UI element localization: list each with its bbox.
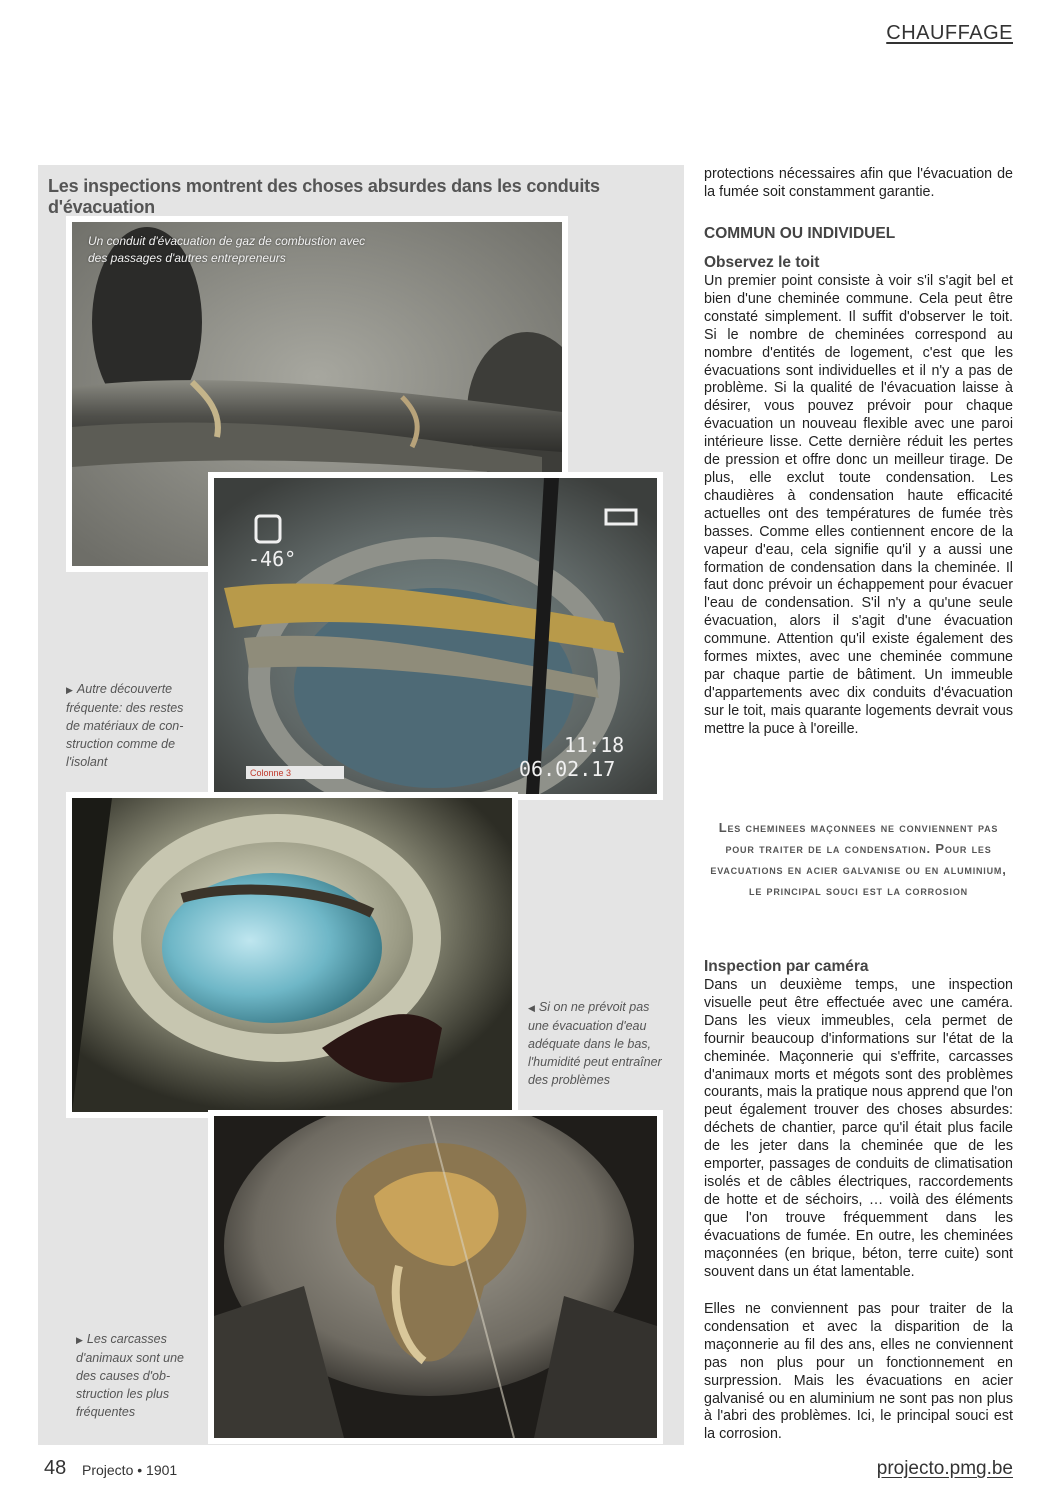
caption-animal-carcass: ▶ Les carcasses d'animaux sont une des causes d'ob- struction les plus fréquentes [76, 1332, 185, 1419]
water-bottom-image [72, 798, 512, 1112]
subheading-camera: Inspection par caméra [704, 958, 869, 975]
panel-title: Les inspections montrent des choses absurdes dans les conduits d'évacuation [48, 176, 600, 217]
animal-carcass-image [214, 1116, 657, 1438]
caption-arrow-icon: ▶ [66, 685, 73, 695]
subheading-roof: Observez le toit [704, 254, 820, 271]
caption-arrow-icon: ◀ [528, 1003, 535, 1013]
magazine-issue: Projecto • 1901 [82, 1462, 178, 1478]
overlay-time: 11:18 [564, 733, 625, 757]
pull-quote: Les cheminees maçonnees ne conviennent pas pour traiter de la condensation. Pour les evacuations en acier galvanise ou en aluminium, le principal souci est la corrosion [710, 820, 1007, 898]
photo-water-bottom [66, 792, 518, 1118]
caption-arrow-icon: ▶ [76, 1335, 83, 1345]
photo-animal-carcass [208, 1110, 663, 1444]
body-roof: Un premier point consiste à voir s'il s'agit bel et bien d'une cheminée commune. Cela peut être constaté simplement. Il suffit d'observer le toit. Si le nombre de cheminées correspond au nombre d'entités de logement, c'est que les évacuations sont individuelles et il n'y a pas de problème. Si la qualité de l'évacuation laisse à désirer, vous pouvez prévoir pour chaque évacuation un nouveau flexible avec une paroi intérieure lisse. Cette dernière réduit les pertes de pression et offre donc un meilleur tirage. De plus, elle exclut toute condensation. Les chaudières à condensation haute efficacité actuelles ont des températures de fumée très basses. Comme elles contiennent encore de la vapeur d'eau, cela signifie qu'il y a aussi une formation de condensation dans la cheminée. Il faut donc prévoir un échappement pour évacuer l'eau de condensation. S'il n'y a qu'une seule évacuation, alors il s'agit d'une évacuation commune. Attention qu'il existe également des formes mixtes, avec une cheminée commune par chaque partie de bâtiment. Un immeuble d'appartements avec dix conduits d'évacuation sur le toit, mais quarante logements devrait vous mettre la puce à l'oreille. [704, 273, 1013, 737]
overlay-temp: -46° [248, 547, 297, 571]
website-link[interactable]: projecto.pmg.be [876, 1458, 1013, 1479]
overlay-label: Colonne 3 [250, 768, 292, 778]
caption-water-bottom: ◀ Si on ne prévoit pas une évacuation d'eau adéquate dans le bas, l'humidité peut entraîner des problèmes [528, 1000, 662, 1087]
photo-camera-debris [208, 472, 663, 800]
caption-duct-passages: Un conduit d'évacuation de gaz de combustion avec des passages d'autres entrepreneurs [88, 234, 366, 265]
body-camera: Dans un deuxième temps, une inspection visuelle peut être effectuée avec une caméra. Dans les vieux immeubles, cela permet de fournir beaucoup d'informations sur l'état de la cheminée. Maçonnerie qui s'effrite, carcasses d'animaux morts et mégots sont des problèmes courants, mais la pratique nous apprend que l'on peut également trouver des choses absurdes: déchets de chantier, parce qu'il était plus facile de les jeter dans la cheminée que de les emporter, passages de conduits de climatisation isolés et de câbles électriques, raccordements de hotte et de séchoirs, … voilà des éléments que l'on trouve fréquemment dans les évacuations de fumée. En outre, les cheminées maçonnées (en brique, béton, terre cuite) sont souvent dans un état lamentable. [704, 977, 1013, 1280]
section-heading: COMMUN OU INDIVIDUEL [704, 225, 896, 242]
overlay-date: 06.02.17 [519, 757, 616, 781]
body-camera-2: Elles ne conviennent pas pour traiter de la condensation et avec la disparition de la maçonnerie au fil des ans, elles ne conviennent pas non plus pour un fonctionnement en surpression. Mais les évacuations en acier galvanisé ou en aluminium ne sont pas non plus à l'abri des problèmes. Ici, le principal souci est la corrosion. [704, 1301, 1013, 1443]
section-tag: CHAUFFAGE [886, 22, 1013, 44]
article-intro: protections nécessaires afin que l'évacuation de la fumée soit constamment garantie. [704, 166, 1013, 200]
caption-camera-debris: ▶ Autre découverte fréquente: des restes de matériaux de con- struction comme de l'isolant [66, 682, 184, 769]
camera-debris-image [214, 478, 657, 794]
page-number: 48 [44, 1457, 67, 1479]
